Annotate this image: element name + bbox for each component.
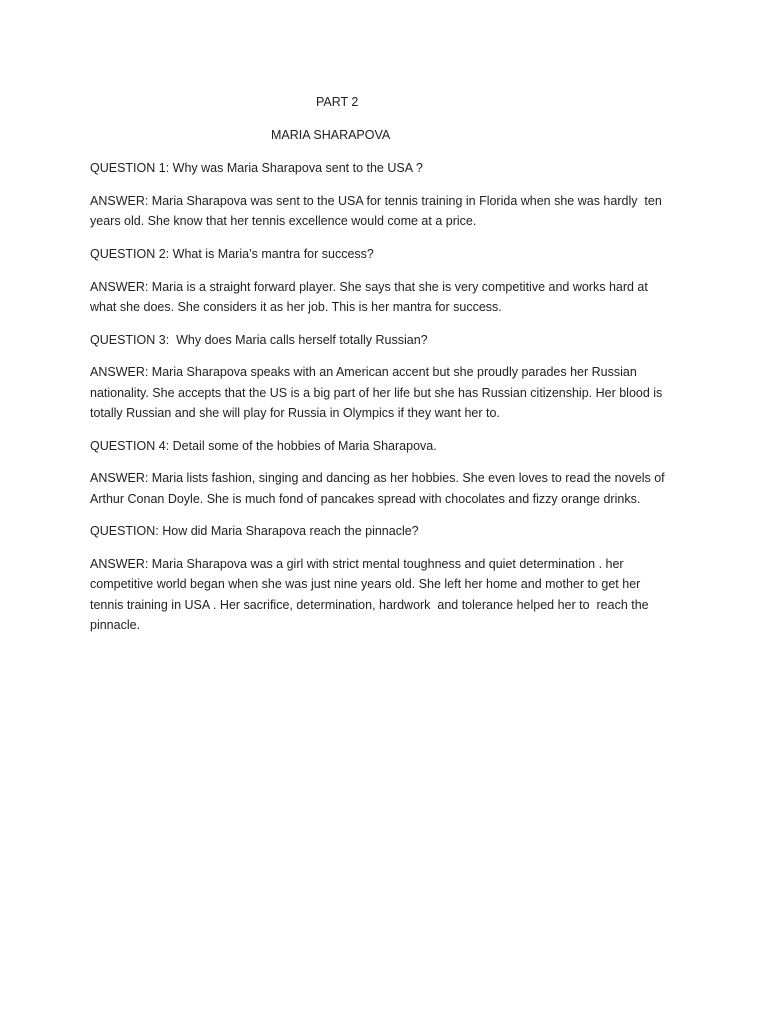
question-3: QUESTION 3: Why does Maria calls herself totally Russian? (90, 332, 428, 347)
question-2: QUESTION 2: What is Maria’s mantra for success? (90, 246, 374, 261)
answer-3: ANSWER: Maria Sharapova speaks with an American accent but she proudly parades her Russian nationality. She accepts that the US is a big part of her life but she has Russian citizenship. Her blood is totally Russian and she will play for Russia in Olympics if they want her to. (90, 365, 666, 420)
document-title: MARIA SHARAPOVA (271, 128, 391, 142)
qa-list (90, 158, 670, 648)
question-4: QUESTION 4: Detail some of the hobbies of Maria Sharapova. (90, 438, 437, 453)
answer-2: ANSWER: Maria is a straight forward player. She says that she is very competitive and works hard at what she does. She considers it as her job. This is her mantra for success. (90, 279, 652, 314)
question-5: QUESTION: How did Maria Sharapova reach the pinnacle? (90, 524, 419, 539)
answer-4: ANSWER: Maria lists fashion, singing and dancing as her hobbies. She even loves to read the novels of Arthur Conan Doyle. She is much fond of pancakes spread with chocolates and fizzy orange drinks. (90, 471, 668, 506)
question-1: QUESTION 1: Why was Maria Sharapova sent to the USA ? (90, 161, 423, 175)
answer-1: ANSWER: Maria Sharapova was sent to the USA for tennis training in Florida when she was hardly ten years old. She know that her tennis excellence would come at a price. (90, 193, 666, 228)
part-label: PART 2 (316, 95, 359, 109)
answer-5: ANSWER: Maria Sharapova was a girl with strict mental toughness and quiet determination . her competitive world began when she was just nine years old. She left her home and mother to get her tennis training in USA . Her sacrifice, determination, hardwork and tolerance helped her to reach the pinnacle. (90, 557, 653, 632)
